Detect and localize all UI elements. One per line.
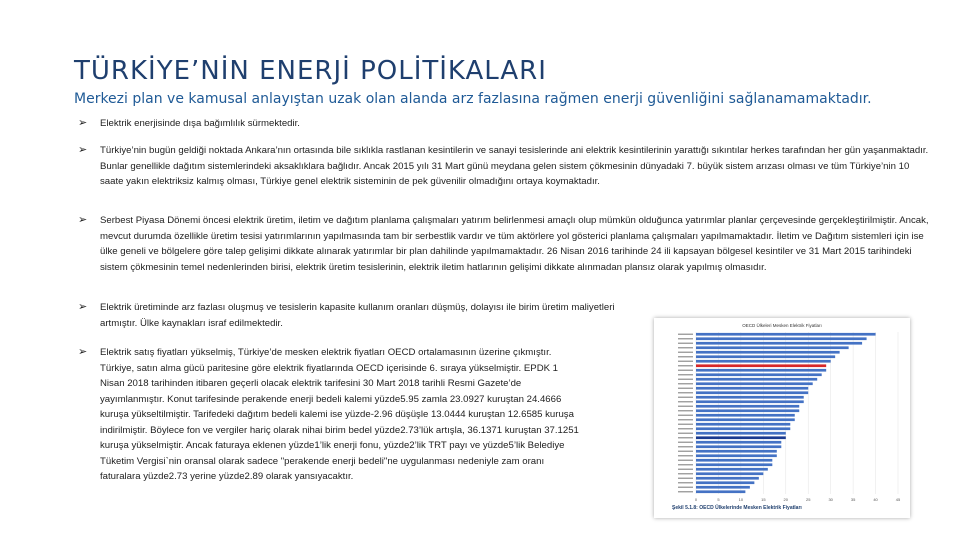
arrow-bullet-icon: ➢: [78, 346, 88, 358]
chart-bar: [696, 369, 826, 372]
bullet-item: [78, 300, 620, 331]
chart-bar: [696, 346, 849, 349]
chart-bar: [696, 414, 795, 417]
category-label-stub: [678, 343, 693, 344]
category-label-stub: [678, 428, 693, 429]
chart-bar: [696, 441, 781, 444]
chart-bar: [696, 409, 799, 412]
chart-bar: [696, 337, 867, 340]
bullet-text: Serbest Piyasa Dönemi öncesi elektrik üretim, iletim ve dağıtım planlama çalışmaları yatırım belirlenmesi amaçlı olup mümkün olduğunca yatırımlar planlar çerçevesinde gerçekleştirilmiştir. Ancak, mevcut durumda özellikle üretim tesisi yatırımlarının yapılmasında tam bir serbestlik vardır ve tüm aktörlere yol gösterici planlama çalışmaları yapılmamaktadır. İletim ve Dağıtım sistemleri için ise ülke geneli ve bölgelere göre talep gelişimi dikkate alınarak yatırımlar bir plan dahilinde yapılmamaktadır. 26 Nisan 2016 tarihinde 24 ili kapsayan bölgesel kesintiler ve 31 Mart 2015 tarihindeki sistem çökmesinin temel nedenlerinden birisi, elektrik üretim tesislerinin, elektrik iletim hatlarının gelişimi dikkate alınmadan plansız olarak yapılmış olmasıdır.: [100, 215, 929, 273]
category-label-stub: [678, 365, 693, 366]
chart-bar: [696, 400, 804, 403]
category-label-stub: [678, 424, 693, 425]
x-tick-label: 5: [717, 497, 720, 502]
arrow-bullet-icon: ➢: [78, 117, 88, 129]
chart-bar: [696, 378, 817, 381]
x-tick-label: 25: [805, 497, 811, 502]
chart-bar: [696, 463, 772, 466]
bullet-item: [78, 213, 930, 275]
bullet-text: Elektrik enerjisinde dışa bağımlılık sürmektedir.: [100, 118, 300, 129]
chart-bar: [696, 486, 750, 489]
page-title: TÜRKİYE’NİN ENERJİ POLİTİKALARI: [74, 56, 547, 86]
category-label-stub: [678, 388, 693, 389]
chart-bar: [696, 436, 786, 439]
chart-bar: [696, 364, 826, 367]
category-label-stub: [678, 433, 693, 434]
category-label-stub: [678, 487, 693, 488]
chart-canvas: [654, 318, 910, 518]
chart-bar: [696, 418, 795, 421]
chart-bar: [696, 351, 840, 354]
bullet-item: [78, 143, 930, 190]
category-label-stub: [678, 478, 693, 479]
category-label-stub: [678, 442, 693, 443]
category-label-stub: [678, 392, 693, 393]
bullet-text: Elektrik satış fiyatları yükselmiş, Türkiye’de mesken elektrik fiyatları OECD ortalamasının üzerine çıkmıştır. Türkiye, satın alma gücü paritesine göre elektrik fiyatlarında OECD içerisinde 6. sıraya yükselmiştir. EPDK 1 Nisan 2018 tarihinden itibaren geçerli olacak elektrik tarifesini 30 Mart 2018 tarihli Resmi Gazete’de yayımlanmıştır. Konut tarifesinde perakende enerji bedeli kalemi yüzde5.95 zamla 23.0927 kuruştan 24.4666 kuruşa yükseltilmiştir. Tarifedeki dağıtım bedeli kalemi ise yüzde-2.96 düşüşle 13.0444 kuruştan 12.6585 kuruşa indirilmiştir. Böylece fon ve vergiler hariç olarak nihai birim bedel yüzde2.73’lük artışla, 36.1371 kuruştan 37.1251 kuruşa yükselmiştir. Ancak faturaya eklenen yüzde1’lik enerji fonu, yüzde2’lik TRT payı ve yüzde5’lik Belediye Tüketim Vergisi`nin oransal olarak sadece "perakende enerji bedeli"ne uygulanması nedeniyle zam oranı faturalara yüzde2.73 yerine yüzde2.89 olarak yansıyacaktır.: [100, 347, 579, 482]
x-tick-label: 15: [761, 497, 766, 502]
chart-title: OECD Ülkeleri Mesken Elektrik Fiyatları: [742, 323, 822, 328]
category-label-stub: [678, 334, 693, 335]
x-tick-label: 20: [783, 497, 789, 502]
x-tick-label: 30: [828, 497, 833, 502]
category-label-stub: [678, 383, 693, 384]
category-label-stub: [678, 415, 693, 416]
chart-bar: [696, 405, 799, 408]
arrow-bullet-icon: ➢: [78, 301, 88, 313]
chart-bar: [696, 472, 763, 475]
x-tick-label: 0: [694, 497, 698, 502]
page-subtitle: Merkezi plan ve kamusal anlayıştan uzak olan alanda arz fazlasına rağmen enerji güvenliğini sağlanamamaktadır.: [74, 91, 872, 107]
x-tick-label: 45: [895, 497, 901, 502]
category-label-stub: [678, 455, 693, 456]
chart-bar: [696, 396, 804, 399]
chart-bar: [696, 342, 862, 345]
arrow-bullet-icon: ➢: [78, 214, 88, 226]
category-label-stub: [678, 437, 693, 438]
chart-bar: [696, 423, 790, 426]
category-label-stub: [678, 482, 693, 483]
x-tick-label: 35: [850, 497, 856, 502]
category-label-stub: [678, 374, 693, 375]
chart-bar: [696, 450, 777, 453]
bullet-item: [78, 116, 920, 132]
chart-bar: [696, 333, 876, 336]
category-label-stub: [678, 419, 693, 420]
chart-caption: Şekil 5.1.8: OECD Ülkelerinde Mesken Elektrik Fiyatları: [672, 505, 802, 511]
chart-bar: [696, 459, 772, 462]
category-label-stub: [678, 356, 693, 357]
category-label-stub: [678, 347, 693, 348]
category-label-stub: [678, 446, 693, 447]
price-chart: [654, 318, 910, 518]
chart-bar: [696, 387, 808, 390]
bullet-item: [78, 345, 580, 485]
x-tick-label: 10: [738, 497, 744, 502]
category-label-stub: [678, 361, 693, 362]
chart-bar: [696, 477, 759, 480]
chart-bar: [696, 427, 790, 430]
bullet-text: Türkiye’nin bugün geldiği noktada Ankara’nın ortasında bile sıklıkla rastlanan kesintilerin ve sanayi tesislerinde ani elektrik kesintilerinin yarattığı sıkıntılar herkes tarafından her gün yaşanmaktadır. Bunlar genellikle dağıtım sistemlerindeki aksaklıklara bağlıdır. Ancak 2015 yılı 31 Mart günü meydana gelen sistem çökmesinin dünyadaki 7. büyük sistem arızası olması ve tüm Türkiye’nin 10 saate yakın elektriksiz kalmış olması, Türkiye genel elektrik sisteminin de pek güvenilir olmadığını ortaya koymaktadır.: [100, 145, 929, 187]
chart-bar: [696, 490, 745, 493]
chart-bar: [696, 468, 768, 471]
arrow-bullet-icon: ➢: [78, 144, 88, 156]
category-label-stub: [678, 410, 693, 411]
chart-bar: [696, 445, 781, 448]
x-tick-label: 40: [873, 497, 878, 502]
category-label-stub: [678, 338, 693, 339]
chart-bar: [696, 355, 835, 358]
chart-bar: [696, 391, 808, 394]
category-label-stub: [678, 352, 693, 353]
category-label-stub: [678, 469, 693, 470]
bullet-text: Elektrik üretiminde arz fazlası oluşmuş ve tesislerin kapasite kullanım oranları düşmüş, dolayısı ile birim üretim maliyetleri artmıştır. Ülke kaynakları israf edilmektedir.: [100, 302, 615, 329]
chart-bar: [696, 382, 813, 385]
category-label-stub: [678, 460, 693, 461]
category-label-stub: [678, 451, 693, 452]
category-label-stub: [678, 370, 693, 371]
category-label-stub: [678, 379, 693, 380]
category-label-stub: [678, 464, 693, 465]
chart-bar: [696, 373, 822, 376]
chart-bar: [696, 360, 831, 363]
category-label-stub: [678, 397, 693, 398]
chart-bar: [696, 432, 786, 435]
category-label-stub: [678, 473, 693, 474]
category-label-stub: [678, 401, 693, 402]
chart-bar: [696, 454, 777, 457]
category-label-stub: [678, 406, 693, 407]
category-label-stub: [678, 491, 693, 492]
chart-bar: [696, 481, 754, 484]
